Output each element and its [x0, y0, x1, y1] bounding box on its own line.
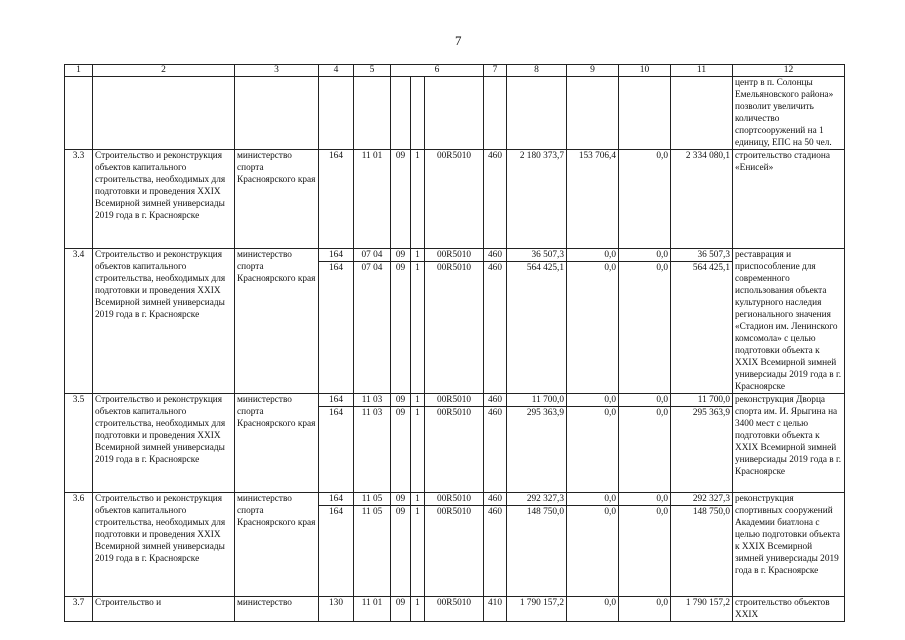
code-cell — [567, 249, 619, 394]
code-cell — [619, 249, 671, 394]
rzpr-value: 07 04 — [361, 250, 383, 260]
code-cell — [319, 150, 354, 249]
vr-value: 460 — [488, 494, 502, 504]
code-cell — [411, 597, 425, 622]
header-cell: 7 — [484, 65, 507, 77]
vr-value: 460 — [484, 505, 506, 518]
code-cell — [567, 150, 619, 249]
code-cell — [619, 597, 671, 622]
result-cell: реконструкция спортивных сооружений Академии биатлона с целью подготовки объекта к XXIX Всемирной зимней универсиады 2019 года в г. Красноярске — [733, 493, 845, 597]
y1-value: 564 425,1 — [507, 261, 566, 274]
code-cell — [507, 150, 567, 249]
grbs-value: 164 — [329, 395, 343, 405]
sub-value: 1 — [411, 406, 424, 419]
grbs-value: 164 — [319, 261, 353, 274]
total-value: 148 750,0 — [671, 505, 732, 518]
table-row — [65, 597, 845, 622]
result-cell: реконструкция Дворца спорта им. И. Ярыгина на 3400 мест с целью подготовки объекта к XXIX Всемирной зимней универсиады 2019 года в г. Красноярске — [733, 394, 845, 493]
sub-value: 1 — [415, 250, 420, 260]
code-cell — [391, 150, 411, 249]
rzpr-value: 11 03 — [354, 406, 390, 419]
code-cell — [671, 150, 733, 249]
name-cell: Строительство и реконструкция объектов капитального строительства, необходимых для подготовки и проведения XXIX Всемирной зимней универсиады 2019 года в г. Красноярске — [93, 394, 235, 493]
y1-value: 11 700,0 — [531, 395, 564, 405]
csr-value: 00R5010 — [436, 494, 472, 504]
csr-value: 00R5010 — [436, 395, 472, 405]
code-cell — [671, 493, 733, 597]
csr-value: 00R5010 — [436, 250, 472, 260]
y2-value: 153 706,4 — [578, 151, 616, 161]
table-row — [65, 150, 845, 249]
executor-cell: министерство спорта Красноярского края — [235, 150, 319, 249]
grbs-value: 130 — [329, 598, 343, 608]
sub-value: 1 — [415, 151, 420, 161]
header-cell: 12 — [733, 65, 845, 77]
csr-value: 00R5010 — [436, 598, 472, 608]
row-number-cell: 3.7 — [65, 597, 93, 622]
y1-value: 148 750,0 — [507, 505, 566, 518]
code-cell — [671, 597, 733, 622]
code-cell — [319, 597, 354, 622]
rzpr-value: 11 01 — [361, 151, 383, 161]
row-number-cell: 3.5 — [65, 394, 93, 493]
prog-value: 09 — [395, 250, 406, 260]
grbs-value: 164 — [319, 505, 353, 518]
code-cell — [391, 597, 411, 622]
vr-value: 460 — [488, 250, 502, 260]
row-number-cell: 3.3 — [65, 150, 93, 249]
y3-value: 0,0 — [656, 494, 668, 504]
total-value: 36 507,3 — [697, 250, 730, 260]
vr-value: 460 — [488, 395, 502, 405]
code-cell — [484, 150, 507, 249]
total-value: 1 790 157,2 — [685, 598, 730, 608]
executor-cell: министерство спорта Красноярского края — [235, 249, 319, 394]
code-cell — [319, 249, 354, 394]
code-cell — [411, 150, 425, 249]
y2-value: 0,0 — [604, 395, 616, 405]
code-cell — [567, 493, 619, 597]
code-cell — [354, 249, 391, 394]
y3-value: 0,0 — [656, 151, 668, 161]
rzpr-value: 11 03 — [361, 395, 383, 405]
prog-value: 09 — [391, 261, 410, 274]
result-cell: центр в п. Солонцы Емельяновского района» позволит увеличить количество спортсооружений на 1 единицу, ЕПС на 50 чел. — [733, 77, 845, 150]
header-cell: 1 — [65, 65, 93, 77]
code-cell — [391, 394, 411, 493]
y3-value: 0,0 — [619, 261, 670, 274]
header-row — [65, 65, 845, 77]
vr-value: 460 — [488, 151, 502, 161]
code-cell — [484, 249, 507, 394]
page-number: 7 — [455, 33, 462, 48]
prog-value: 09 — [395, 395, 406, 405]
prog-value: 09 — [391, 406, 410, 419]
y2-value: 0,0 — [567, 261, 618, 274]
y3-value: 0,0 — [656, 250, 668, 260]
vr-value: 410 — [488, 598, 502, 608]
code-cell — [619, 493, 671, 597]
y2-value: 0,0 — [604, 250, 616, 260]
prog-value: 09 — [395, 151, 406, 161]
rzpr-value: 11 05 — [361, 494, 383, 504]
code-cell — [354, 394, 391, 493]
csr-value: 00R5010 — [425, 261, 483, 274]
rzpr-value: 11 05 — [354, 505, 390, 518]
prog-value: 09 — [395, 598, 406, 608]
csr-value: 00R5010 — [436, 151, 472, 161]
row-number-cell: 3.6 — [65, 493, 93, 597]
total-value: 295 363,9 — [671, 406, 732, 419]
header-cell: 6 — [391, 65, 484, 77]
header-cell: 9 — [567, 65, 619, 77]
code-cell — [507, 493, 567, 597]
code-cell — [619, 150, 671, 249]
header-cell: 5 — [354, 65, 391, 77]
y3-value: 0,0 — [619, 406, 670, 419]
total-value: 564 425,1 — [671, 261, 732, 274]
prog-value: 09 — [395, 494, 406, 504]
executor-cell: министерство спорта Красноярского края — [235, 394, 319, 493]
code-cell — [354, 493, 391, 597]
code-cell — [391, 249, 411, 394]
y3-value: 0,0 — [656, 395, 668, 405]
grbs-value: 164 — [329, 494, 343, 504]
vr-value: 460 — [484, 261, 506, 274]
code-cell — [567, 597, 619, 622]
name-cell: Строительство и — [93, 597, 235, 622]
code-cell — [354, 150, 391, 249]
total-value: 2 334 080,1 — [685, 151, 730, 161]
code-cell — [411, 249, 425, 394]
code-cell — [425, 597, 484, 622]
sub-value: 1 — [415, 598, 420, 608]
code-cell — [619, 394, 671, 493]
prog-value: 09 — [391, 505, 410, 518]
y1-value: 36 507,3 — [531, 250, 564, 260]
executor-cell: министерство — [235, 597, 319, 622]
code-cell — [484, 493, 507, 597]
csr-value: 00R5010 — [425, 406, 483, 419]
rzpr-value: 11 01 — [361, 598, 383, 608]
code-cell — [411, 394, 425, 493]
code-cell — [411, 493, 425, 597]
header-cell: 8 — [507, 65, 567, 77]
result-cell: строительство объектов XXIX — [733, 597, 845, 622]
code-cell — [319, 394, 354, 493]
y1-value: 2 180 373,7 — [519, 151, 564, 161]
grbs-value: 164 — [329, 151, 343, 161]
rzpr-value: 07 04 — [354, 261, 390, 274]
total-value: 11 700,0 — [697, 395, 730, 405]
code-cell — [671, 394, 733, 493]
code-cell — [425, 249, 484, 394]
sub-value: 1 — [415, 494, 420, 504]
total-value: 292 327,3 — [692, 494, 730, 504]
code-cell — [484, 597, 507, 622]
y1-value: 1 790 157,2 — [519, 598, 564, 608]
code-cell — [425, 493, 484, 597]
y1-value: 292 327,3 — [526, 494, 564, 504]
code-cell — [354, 597, 391, 622]
y3-value: 0,0 — [656, 598, 668, 608]
y2-value: 0,0 — [567, 406, 618, 419]
y3-value: 0,0 — [619, 505, 670, 518]
budget-table — [64, 64, 845, 622]
grbs-value: 164 — [329, 250, 343, 260]
continuation-row — [65, 77, 845, 150]
code-cell — [507, 597, 567, 622]
sub-value: 1 — [415, 395, 420, 405]
name-cell: Строительство и реконструкция объектов капитального строительства, необходимых для подготовки и проведения XXIX Всемирной зимней универсиады 2019 года в г. Красноярске — [93, 493, 235, 597]
grbs-value: 164 — [319, 406, 353, 419]
code-cell — [319, 493, 354, 597]
y2-value: 0,0 — [604, 494, 616, 504]
header-cell: 10 — [619, 65, 671, 77]
name-cell: Строительство и реконструкция объектов капитального строительства, необходимых для подготовки и проведения XXIX Всемирной зимней универсиады 2019 года в г. Красноярске — [93, 249, 235, 394]
header-cell: 2 — [93, 65, 235, 77]
code-cell — [671, 249, 733, 394]
code-cell — [425, 394, 484, 493]
code-cell — [567, 394, 619, 493]
sub-value: 1 — [411, 261, 424, 274]
code-cell — [425, 150, 484, 249]
result-cell: реставрация и приспособление для современного использования объекта культурного наследия регионального значения «Стадион им. Ленинского комсомола» с целью подготовки объекта к XXIX Всемирной зимней универсиады 2019 года в г. Красноярске — [733, 249, 845, 394]
header-cell: 3 — [235, 65, 319, 77]
header-cell: 4 — [319, 65, 354, 77]
y2-value: 0,0 — [604, 598, 616, 608]
table-row — [65, 394, 845, 493]
row-number-cell: 3.4 — [65, 249, 93, 394]
table-row — [65, 249, 845, 394]
header-cell: 11 — [671, 65, 733, 77]
sub-value: 1 — [411, 505, 424, 518]
vr-value: 460 — [484, 406, 506, 419]
y1-value: 295 363,9 — [507, 406, 566, 419]
result-cell: строительство стадиона «Енисей» — [733, 150, 845, 249]
code-cell — [507, 249, 567, 394]
y2-value: 0,0 — [567, 505, 618, 518]
code-cell — [484, 394, 507, 493]
code-cell — [507, 394, 567, 493]
csr-value: 00R5010 — [425, 505, 483, 518]
executor-cell: министерство спорта Красноярского края — [235, 493, 319, 597]
code-cell — [391, 493, 411, 597]
table-row — [65, 493, 845, 597]
name-cell: Строительство и реконструкция объектов капитального строительства, необходимых для подготовки и проведения XXIX Всемирной зимней универсиады 2019 года в г. Красноярске — [93, 150, 235, 249]
